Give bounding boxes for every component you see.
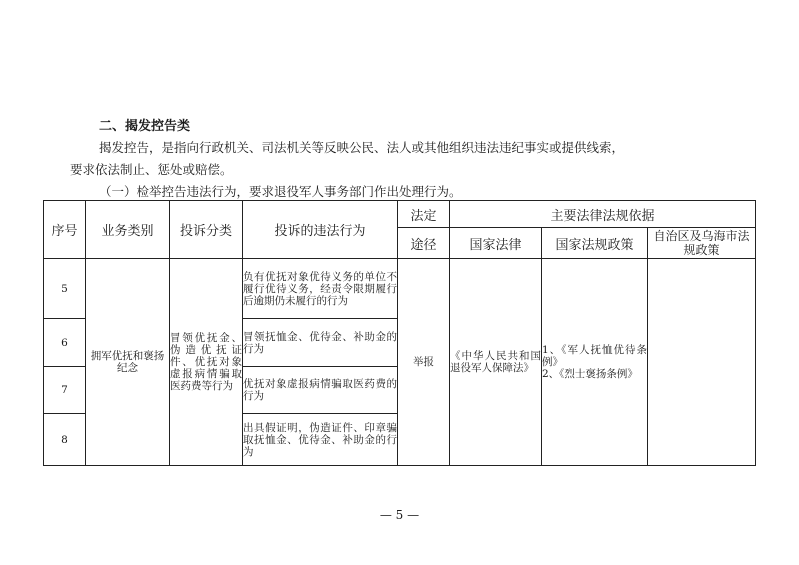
header-complaint-type: 投诉分类	[170, 201, 243, 259]
header-legal-basis: 主要法律法规依据	[450, 201, 756, 228]
paragraph-line-1: 揭发控告，是指向行政机关、司法机关等反映公民、法人或其他组织违法违纪事实或提供线索，	[99, 140, 625, 155]
page-number: — 5 —	[379, 508, 420, 522]
business-type-cell: 拥军优抚和褒扬纪念	[86, 259, 170, 466]
statutory-cell: 举报	[398, 259, 450, 466]
policy-item: 1、《军人抚恤优待条例》	[542, 344, 647, 368]
row-seq: 8	[44, 414, 86, 466]
subheading: （一）检举控告违法行为，要求退役军人事务部门作出处理行为。	[99, 184, 462, 199]
violation-cell: 优抚对象虚报病情骗取医药费的行为	[243, 367, 398, 414]
header-national-law: 国家法律	[450, 228, 542, 259]
header-seq: 序号	[44, 201, 86, 259]
row-seq: 7	[44, 367, 86, 414]
paragraph-line-2: 要求依法制止、惩处或赔偿。	[70, 162, 233, 177]
national-policy-cell	[542, 259, 648, 466]
header-violation: 投诉的违法行为	[243, 201, 398, 259]
header-national-policy: 国家法规政策	[542, 228, 648, 259]
header-business-type: 业务类别	[86, 201, 170, 259]
section-heading: 二、揭发控告类	[99, 119, 191, 134]
header-regional-policy: 自治区及乌海市法规政策	[648, 228, 756, 259]
violation-cell: 出具假证明，伪造证件、印章骗取抚恤金、优待金、补助金的行为	[243, 414, 398, 466]
row-seq: 6	[44, 319, 86, 367]
policy-item: 2、《烈士褒扬条例》	[542, 368, 638, 380]
complaint-table	[43, 200, 756, 466]
violation-cell: 冒领抚恤金、优待金、补助金的行为	[243, 319, 398, 367]
complaint-type-cell: 冒领优抚金、伪造优抚证件、优抚对象虚报病情骗取医药费等行为	[170, 259, 243, 466]
header-statutory-bottom: 途径	[398, 228, 450, 259]
header-statutory-top: 法定	[398, 201, 450, 228]
violation-cell: 负有优抚对象优待义务的单位不履行优待义务，经责令限期履行后逾期仍未履行的行为	[243, 259, 398, 319]
national-law-cell: 《中华人民共和国退役军人保障法》	[450, 259, 542, 466]
regional-policy-cell	[648, 259, 756, 466]
row-seq: 5	[44, 259, 86, 319]
